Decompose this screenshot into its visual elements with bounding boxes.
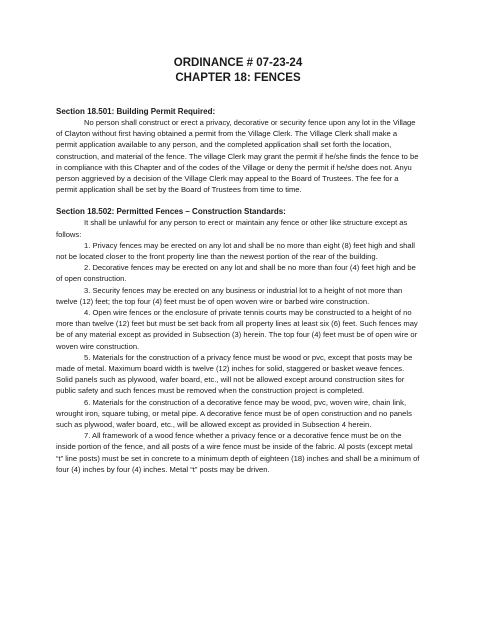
list-item: 7. All framework of a wood fence whether a privacy fence or a decorative fence must be on the inside portion of the fence, and all posts of a wire fence must be inside of the fabric. Al posts (except metal “t” line posts) must be set in concrete to a minimum depth of eighteen (18) inches and shall be a minimum of four (4) inches by four (4) inches. Metal “t” posts may be driven. [56,431,420,474]
section-18-502-heading: Section 18.502: Permitted Fences – Construction Standards: [56,207,286,217]
list-item: 2. Decorative fences may be erected on any lot and shall be no more than four (4) feet high and be of open construction. [56,263,416,284]
ordinance-title: ORDINANCE # 07-23-24 [173,57,303,69]
list-item: 5. Materials for the construction of a privacy fence must be wood or pvc, except that posts may be made of metal. Maximum board width is twelve (12) inches for solid, staggered or basket weave fences. Solid panels such as plywood, wafer board, etc., will not be allowed except around construction sites for public safety and such fences must be removed when the construction project is completed. [56,352,413,396]
section-18-501-body: No person shall construct or erect a privacy, decorative or security fence upon any lot in the Village of Clayton without first having obtained a permit from the Village Clerk. The Village Clerk shall make a permit application available to any person, and the completed application shall set forth the location, construction, and material of the fence. The village Clerk may grant the permit if he/she finds the fence to be in compliance with this Chapter and of the codes of the Village or deny the permit if he/she does not. Anyu person aggrieved by a decision of the Village Clerk may appeal to the Board of Trustees. The fee for a permit application shall be set by the Board of Trustees from time to time. [56,118,419,195]
list-item: 6. Materials for the construction of a decorative fence may be wood, pvc, woven wire, chain link, wrought iron, square tubing, or metal pipe. A decorative fence must be of open construction and no panels such as plywood, wafer board, etc., will be allowed except as provided in Subsection 4 herein. [56,397,412,430]
list-item: 3. Security fences may be erected on any business or industrial lot to a height of not more than twelve (12) feet; the top four (4) feet must be of open woven wire or barbed wire construction. [56,285,403,306]
list-item: 4. Open wire fences or the enclosure of private tennis courts may be constructed to a height of no more than twelve (12) feet but must be set back from all property lines at least six (6) feet. Such fences may be of any material except as provided in Subsection (3) herein. The top four (4) feet must be of open wire or woven wire construction. [56,308,418,351]
list-item: 1. Privacy fences may be erected on any lot and shall be no more than eight (8) feet high and shall not be located closer to the front property line than the newest portion of the rear of the building. [56,240,415,262]
section-18-501-heading: Section 18.501: Building Permit Required: [56,107,216,116]
section-18-502-intro: It shall be unlawful for any person to erect or maintain any fence or other like structure except as follows: [56,218,408,239]
chapter-title: CHAPTER 18: FENCES [175,72,301,84]
